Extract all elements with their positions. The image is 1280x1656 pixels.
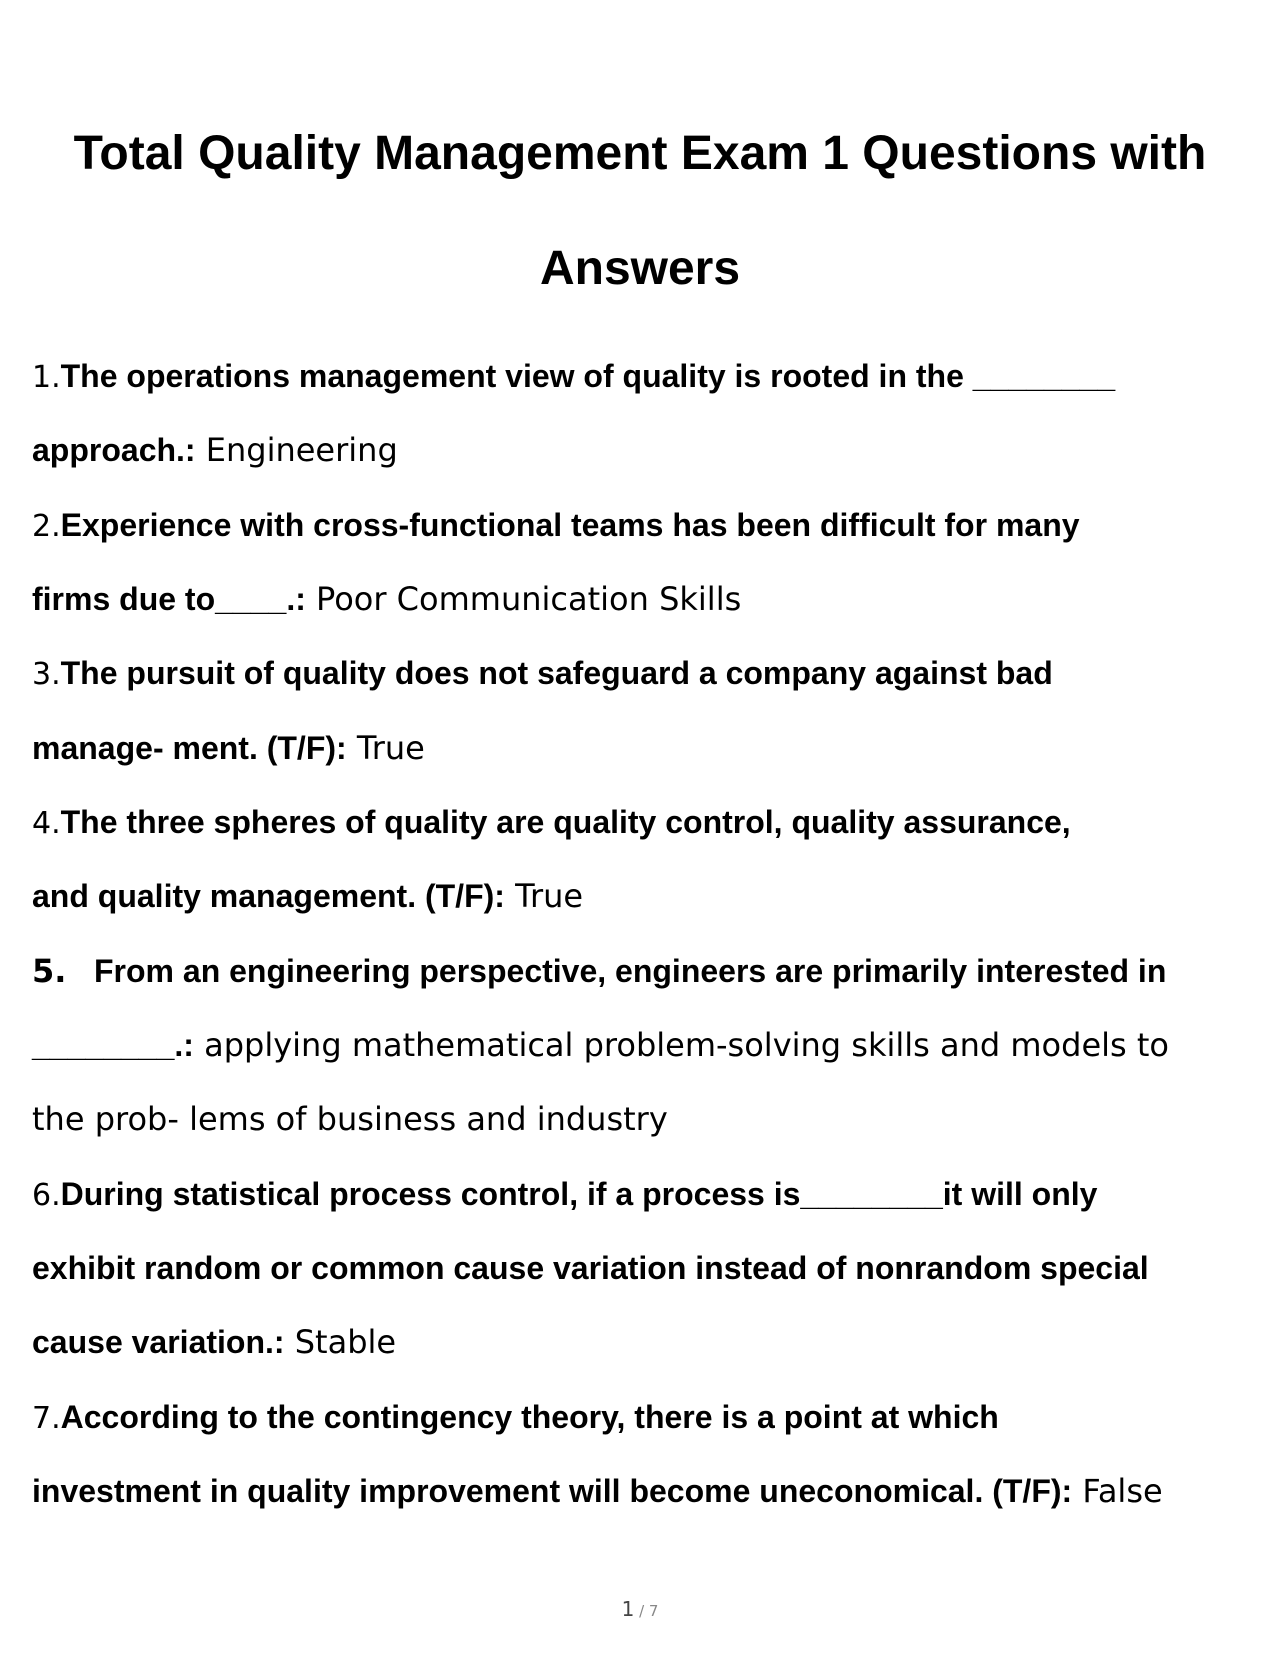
question-7-line-2 bbox=[32, 1472, 1262, 1510]
question-4-text: The three spheres of quality are quality control, quality assurance, bbox=[60, 804, 1071, 840]
question-1-text: The operations management view of quality is rooted in the ________ bbox=[60, 358, 1116, 394]
question-3-line-1 bbox=[32, 657, 1262, 690]
question-6-text-cont: exhibit random or common cause variation instead of nonrandom special bbox=[32, 1250, 1149, 1286]
question-4-text-cont: and quality management. (T/F): bbox=[32, 878, 505, 914]
question-2-answer: Poor Communication Skills bbox=[305, 580, 742, 618]
question-4-line-2 bbox=[32, 877, 1262, 915]
question-1-text-cont: approach.: bbox=[32, 432, 196, 468]
total-pages: / 7 bbox=[634, 1602, 659, 1620]
question-2-text-cont: firms due to____.: bbox=[32, 581, 306, 617]
question-6-line-2 bbox=[32, 1252, 1262, 1284]
question-5-answer-cont: the prob- lems of business and industry bbox=[32, 1100, 668, 1138]
question-2-line-1 bbox=[32, 509, 1262, 542]
question-7-line-1 bbox=[32, 1401, 1262, 1434]
question-5-text: From an engineering perspective, engineers are primarily interested in bbox=[94, 953, 1167, 989]
question-2-text: Experience with cross-functional teams has been difficult for many bbox=[60, 507, 1080, 543]
question-1-line-2 bbox=[32, 431, 1262, 469]
question-3-text: The pursuit of quality does not safeguard a company against bad bbox=[60, 655, 1053, 691]
question-7-number: 7. bbox=[32, 1401, 61, 1436]
current-page-number: 1 bbox=[621, 1597, 635, 1621]
question-4-number: 4. bbox=[32, 806, 61, 841]
question-5-text-cont: ________.: bbox=[32, 1027, 194, 1063]
question-5-number: 5. bbox=[32, 952, 67, 990]
question-7-text: According to the contingency theory, there is a point at which bbox=[60, 1399, 999, 1435]
question-7-text-cont: investment in quality improvement will become uneconomical. (T/F): bbox=[32, 1473, 1073, 1509]
question-1-answer: Engineering bbox=[195, 431, 398, 469]
question-6-line-3 bbox=[32, 1323, 1262, 1361]
question-3-line-2 bbox=[32, 729, 1262, 767]
question-5-line-3 bbox=[32, 1100, 1262, 1138]
question-4-answer: True bbox=[504, 877, 584, 915]
document-title-line-2: Answers bbox=[539, 242, 741, 295]
question-4-line-1 bbox=[32, 806, 1262, 839]
question-5-line-2 bbox=[32, 1026, 1262, 1064]
question-1-line-1 bbox=[32, 360, 1262, 393]
question-6-text-cont-2: cause variation.: bbox=[32, 1324, 285, 1360]
page-counter bbox=[0, 1597, 1280, 1621]
question-3-number: 3. bbox=[32, 657, 61, 692]
question-5-answer: applying mathematical problem-solving skills and models to bbox=[193, 1026, 1169, 1064]
question-7-answer: False bbox=[1072, 1472, 1163, 1510]
question-6-text: During statistical process control, if a process is________it will only bbox=[60, 1176, 1098, 1212]
question-6-line-1 bbox=[32, 1178, 1262, 1211]
document-title-line-1: Total Quality Management Exam 1 Questions with bbox=[73, 127, 1207, 180]
question-1-number: 1. bbox=[32, 360, 61, 395]
question-2-number: 2. bbox=[32, 509, 61, 544]
question-6-answer: Stable bbox=[284, 1323, 397, 1361]
question-3-text-cont: manage- ment. (T/F): bbox=[32, 730, 347, 766]
question-5-line-1 bbox=[32, 952, 1262, 990]
question-3-answer: True bbox=[346, 729, 425, 767]
question-6-number: 6. bbox=[32, 1178, 61, 1213]
question-2-line-2 bbox=[32, 580, 1262, 618]
